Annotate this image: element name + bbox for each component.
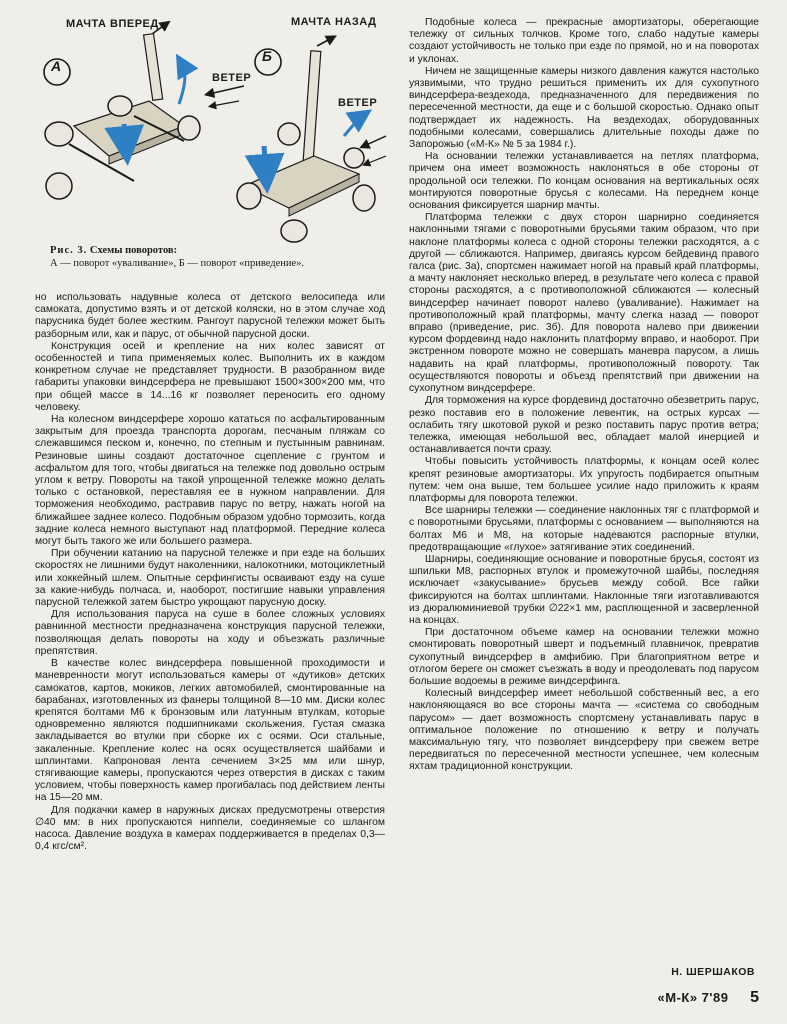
author-signature: Н. ШЕРШАКОВ xyxy=(671,966,755,978)
marker-a: А xyxy=(51,58,62,74)
mast-b xyxy=(303,51,321,161)
right-column xyxy=(409,17,759,774)
label-mast-forward: МАЧТА ВПЕРЕД xyxy=(66,18,159,30)
figure-caption xyxy=(50,244,390,270)
turn-arrow-a xyxy=(179,64,185,104)
turn-diagram-illustration xyxy=(14,6,394,244)
press-arrow-a xyxy=(124,124,126,146)
paragraph: Для торможения на курсе фордевинд достаточно обезветрить парус, резко поставив его в положение левентик, на острых курсах — ослабить тягу шкотовой рукой и резко поставить парус против ветра; тележка, имеющая небольшой вес, обладает малой инерцией и останавливается почти сразу. xyxy=(409,395,759,456)
wheel-b3 xyxy=(278,123,300,145)
paragraph: Колесный виндсерфер имеет небольшой собственный вес, а его наклоняющаяся во все стороны мачта — «система со свободным парусом» — дает возможность спортсмену устанавливать парус в оптимальное положение по отношению к ветру и получать максимальную тягу, что позволяет виндсерферу при свежем ветре передвигаться по пересеченной местности успешнее, чем колесным яхтам традиционной конструкции. xyxy=(409,688,759,773)
paragraph: При достаточном объеме камер на основании тележки можно смонтировать поворотный шверт и подъемный плавничок, превратив сухопутный виндсерфер в амфибию. При благоприятном ветре и отлогом береге он сможет съезжать в воду и преодолевать под парусом большие водоемы в режиме виндсерфинга. xyxy=(409,627,759,687)
marker-b: Б xyxy=(262,48,273,64)
paragraph: Подобные колеса — прекрасные амортизаторы, оберегающие тележку от сильных толчков. Кроме того, слабо надутые камеры создают устойчивость не только при езде по прямой, но и на поворотах и уклонах. xyxy=(409,17,759,65)
mast-back-arrow xyxy=(317,38,332,46)
paragraph: На колесном виндсерфере хорошо кататься по асфальтированным закрытым для проезда транспорта дорогам, песчаным пляжам со слежавшимся песком и, конечно, по степным и пустынным равнинам. Резиновые шины создают достаточное сцепление с грунтом и асфальтом для того, чтобы двигаться на тележке под довольно острым углом к ветру. Повороты на такой упрощенной тележке можно делать только с остановкой, переставляя ее в нужном направлении. Для торможения необходимо, растравив парус по ветру, нажать ногой на ближайшее заднее колесо. Подобным образом удобно тормозить, когда задние колеса немного выступают над платформой. Передние колеса могут быть такого же или большего размера. xyxy=(35,414,385,548)
label-wind-b: ВЕТЕР xyxy=(338,97,378,109)
wheel-b4 xyxy=(353,185,375,211)
caption-title: Схемы поворотов: xyxy=(89,245,178,256)
paragraph: При обучении катанию на парусной тележке и при езде на больших скоростях не лишними будут наколенники, налокотники, мотоциклетный или хоккейный шлем. Опытные серфингисты осваивают езду на суше за какие-нибудь полчаса, и, наоборот, постигшие навыки управления парусной тележкой затем быстро укрощают парусную доску. xyxy=(35,548,385,609)
wheel-b2 xyxy=(281,220,307,242)
wheel-a1 xyxy=(45,122,73,146)
paragraph: Платформа тележки с двух сторон шарнирно соединяется наклонными тягами с поворотными брусьями таким образом, что при наклоне платформы колеса с одной стороны тележки расходятся, а с другой — сближаются. Например, двигаясь курсом бейдевинд правого галса (рис. 3а), спортсмен нажимает ногой на правый край платформы, а мачту наклоняет несколько вперед, в результате чего колеса с правой стороны расходятся, а с противоположной сближаются — колесный виндсерфер начинает поворот налево (уваливание). Нажимает на противоположный край платформы, мачту слегка назад — поворот вправо (приведение, рис. 3б). Для поворота налево при движении курсом фордевинд надо наклонить платформу вправо, и наоборот. При экстренном повороте можно не совершать маневра парусом, а лишь надавить на край платформы, противоположный повороту. Так осуществляются повороты и объезд препятствий при движении на сухопутном виндсерфере. xyxy=(409,212,759,395)
paragraph: На основании тележки устанавливается на петлях платформа, причем она имеет возможность наклоняться в обе стороны от продольной оси тележки. По концам основания на вертикальных осях монтируются поворотные брусья с колесами. На переднем конце основания фиксируется шарнир мачты. xyxy=(409,151,759,212)
paragraph: Для подкачки камер в наружных дисках предусмотрены отверстия ∅40 мм: в них пропускаются ниппели, соединяемые со шлангом насоса. Давление воздуха в камерах поддерживается в пределах 0,3—0,4 кгс/см². xyxy=(35,804,385,853)
magazine-issue: «М-К» 7'89 xyxy=(657,990,729,1005)
figure-turn-diagrams xyxy=(14,6,394,244)
wheel-b1 xyxy=(237,183,261,209)
wheel-a2 xyxy=(46,173,72,199)
left-column xyxy=(35,292,385,853)
wind-arrow-a xyxy=(209,86,244,94)
caption-title-line xyxy=(50,244,390,257)
paragraph: В качестве колес виндсерфера повышенной проходимости и маневренности могут использоваться камеры от «дутиков» детских самокатов, картов, мокиков, легких автомобилей, смонтированные на барабанах, изготовленных из фанеры толщиной 8—10 мм. Диски колес крепятся болтами М6 к бронзовым или латунным втулкам, которые одновременно являются подшипниками скольжения. Густая смазка закладывается во втулки при сборке их с осями. Оси стальные, закаленные. Крепление колес на осях осуществляется шайбами и шплинтами. Капроновая лента сечением 3×25 мм или шнур, стягивающие камеры, пропускаются через отверстия в дисках с таким условием, чтобы поверхность камер прогибалась под действием ленты на 15—20 мм. xyxy=(35,658,385,804)
caption-text: А — поворот «уваливание», Б — поворот «приведение». xyxy=(50,258,305,269)
turn-arrow-b xyxy=(344,116,362,136)
wheel-a3 xyxy=(108,96,132,116)
paragraph: Чтобы повысить устойчивость платформы, к концам осей колес крепят резиновые амортизаторы. Их упругость подбирается опытным путем: чем она выше, тем большее усилие надо приложить к краям платформы для поворота тележки. xyxy=(409,456,759,504)
paragraph: Все шарниры тележки — соединение наклонных тяг с платформой и с поворотными брусьями, платформы с основанием — выполняются на болтах М6 и М8, на которые надеваются распорные втулки, предотвращающие «глухое» затягивание этих соединений. xyxy=(409,505,759,553)
page-number: 5 xyxy=(750,989,759,1006)
paragraph: Шарниры, соединяющие основание и поворотные брусья, состоят из шпильки М8, распорных втулок и промежуточной шайбы, последняя исключает «закусывание» брусьев между собой. Все гайки фиксируются на болтах шплинтами. Наклонные тяги изготавливаются из дюралюминиевой трубки ∅22×1 мм, расплющенной и засверленной на концах. xyxy=(409,553,759,626)
paragraph: но использовать надувные колеса от детского велосипеда или самоката, допустимо взять и от детской коляски, но в этом случае ход парусника будет более жестким. Рангоут парусной тележки может быть разборным или, как и парус, от обычной парусной доски. xyxy=(35,292,385,340)
caption-prefix: Рис. 3. xyxy=(50,245,88,256)
diagram-b xyxy=(237,38,386,242)
page-footer xyxy=(658,989,759,1007)
press-arrow-b xyxy=(264,146,266,174)
label-wind-a: ВЕТЕР xyxy=(212,72,252,84)
paragraph: Ничем не защищенные камеры низкого давления кажутся настолько уязвимыми, что трудно решиться применить их для сухопутного виндсерфера-вездехода, предназначенного для передвижения по пересеченной местности, да еще и с большой скоростью. Однако опыт подтверждает их надежность. На вездеходах, оборудованных подобными колесами, совершались длительные походы даже по Запорожью («М-К» № 5 за 1984 г.). xyxy=(409,65,759,151)
wind-arrow-b xyxy=(364,136,386,146)
paragraph: Для использования паруса на суше в более сложных условиях равнинной местности предназначена конструкция парусной тележки, позволяющая делать повороты на ходу и объезжать различные препятствия. xyxy=(35,609,385,657)
diagram-a xyxy=(44,24,244,199)
mast-a xyxy=(144,34,163,101)
paragraph: Конструкция осей и крепление на них колес зависят от особенностей и типа применяемых колес. Выполнить их в каждом конкретном случае не представляет трудности. В разобранном виде габариты упаковки виндсерфера не превышают 1500×300×200 мм, что при общей массе в 14...16 кг позволяет переносить его одному человеку. xyxy=(35,340,385,413)
label-mast-back: МАЧТА НАЗАД xyxy=(291,16,377,28)
wheel-a4 xyxy=(178,116,200,140)
